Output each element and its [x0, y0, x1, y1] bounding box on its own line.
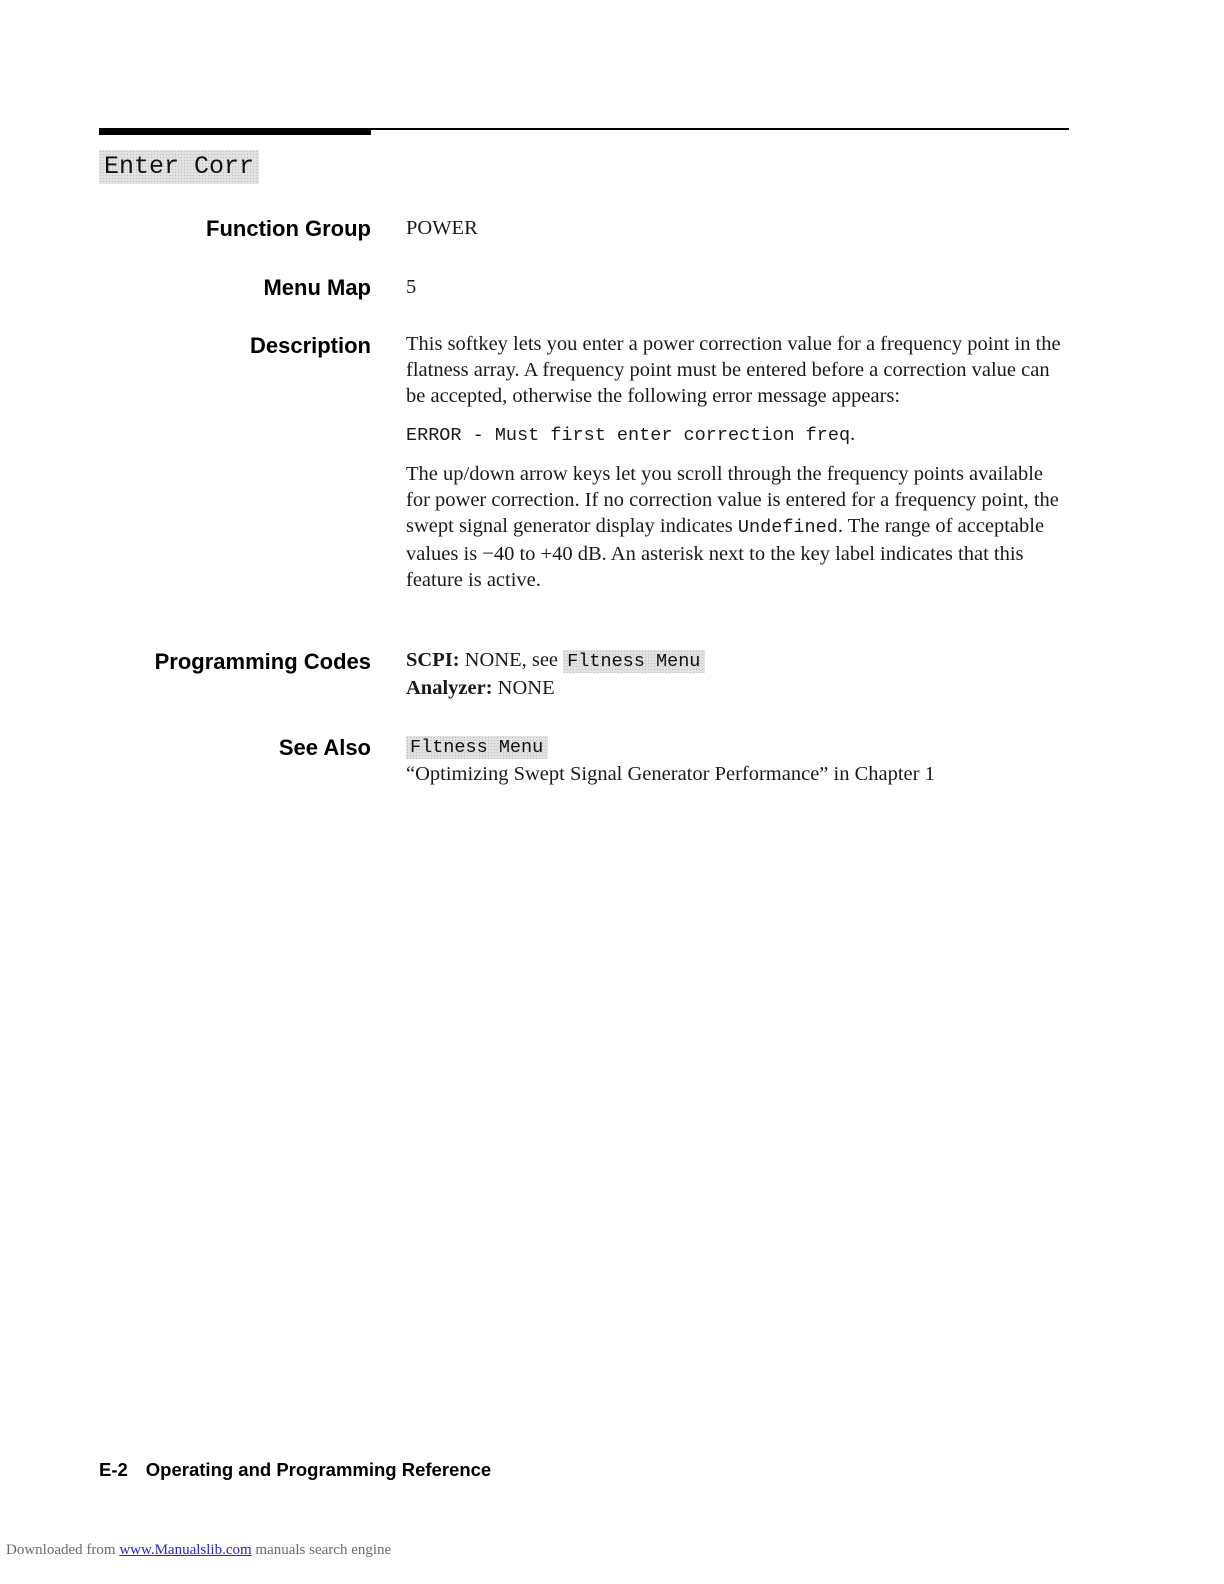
download-note	[6, 1542, 391, 1559]
see-also-fltness-menu-key: Fltness Menu	[406, 736, 548, 759]
undefined-code: Undefined	[737, 517, 838, 538]
see-also-body	[406, 733, 1068, 787]
footer-section-title: Operating and Programming Reference	[145, 1459, 492, 1480]
description-paragraph-1: This softkey lets you enter a power correction value for a frequency point in the flatness array. A frequency point must be entered before a correction value can be accepted, otherwise the following error message appears:	[406, 333, 1061, 407]
description-paragraph-2-start: The up/down arrow keys let you scroll through the frequency points available for power correction. If no correction value is entered for a frequency point, the swept signal generator display indicates	[406, 463, 1059, 537]
description-paragraph-2	[406, 461, 1068, 593]
download-suffix: manuals search engine	[255, 1542, 392, 1558]
description-label: Description	[249, 333, 371, 358]
function-group-text: POWER	[406, 217, 478, 239]
scpi-value: NONE, see	[464, 649, 559, 671]
header-rule-thin	[371, 128, 1069, 130]
menu-map-label: Menu Map	[263, 275, 371, 300]
page-code: E-2	[99, 1459, 128, 1480]
error-message: ERROR - Must first enter correction freq	[406, 425, 851, 446]
analyzer-label: Analyzer:	[406, 677, 493, 699]
analyzer-value: NONE	[497, 677, 555, 699]
menu-map-value	[406, 274, 1068, 300]
programming-codes-label: Programming Codes	[154, 649, 371, 674]
see-also-label: See Also	[278, 735, 371, 760]
error-message-line	[406, 421, 1068, 449]
manualslib-link[interactable]: www.Manualslib.com	[119, 1542, 252, 1558]
analyzer-line	[406, 675, 1068, 701]
scpi-line	[406, 647, 1068, 675]
menu-map-text: 5	[406, 276, 417, 298]
download-prefix: Downloaded from	[6, 1542, 116, 1558]
fltness-menu-key: Fltness Menu	[563, 650, 705, 673]
see-also-reference: “Optimizing Swept Signal Generator Performance” in Chapter 1	[406, 763, 935, 785]
see-also-key-line	[406, 733, 1068, 761]
header-rule-thick	[99, 128, 371, 135]
error-message-period: .	[850, 423, 856, 445]
description-body	[406, 331, 1068, 593]
page-footer	[99, 1459, 491, 1481]
softkey-title: Enter Corr	[99, 150, 259, 184]
scpi-label: SCPI:	[406, 649, 460, 671]
function-group-label: Function Group	[206, 216, 371, 241]
programming-codes-body	[406, 647, 1068, 701]
function-group-value	[406, 215, 1068, 241]
description-paragraph-2-end: . The range of acceptable values is −40 to +40 dB. An asterisk next to the key label indicates that this feature is active.	[406, 515, 1045, 591]
